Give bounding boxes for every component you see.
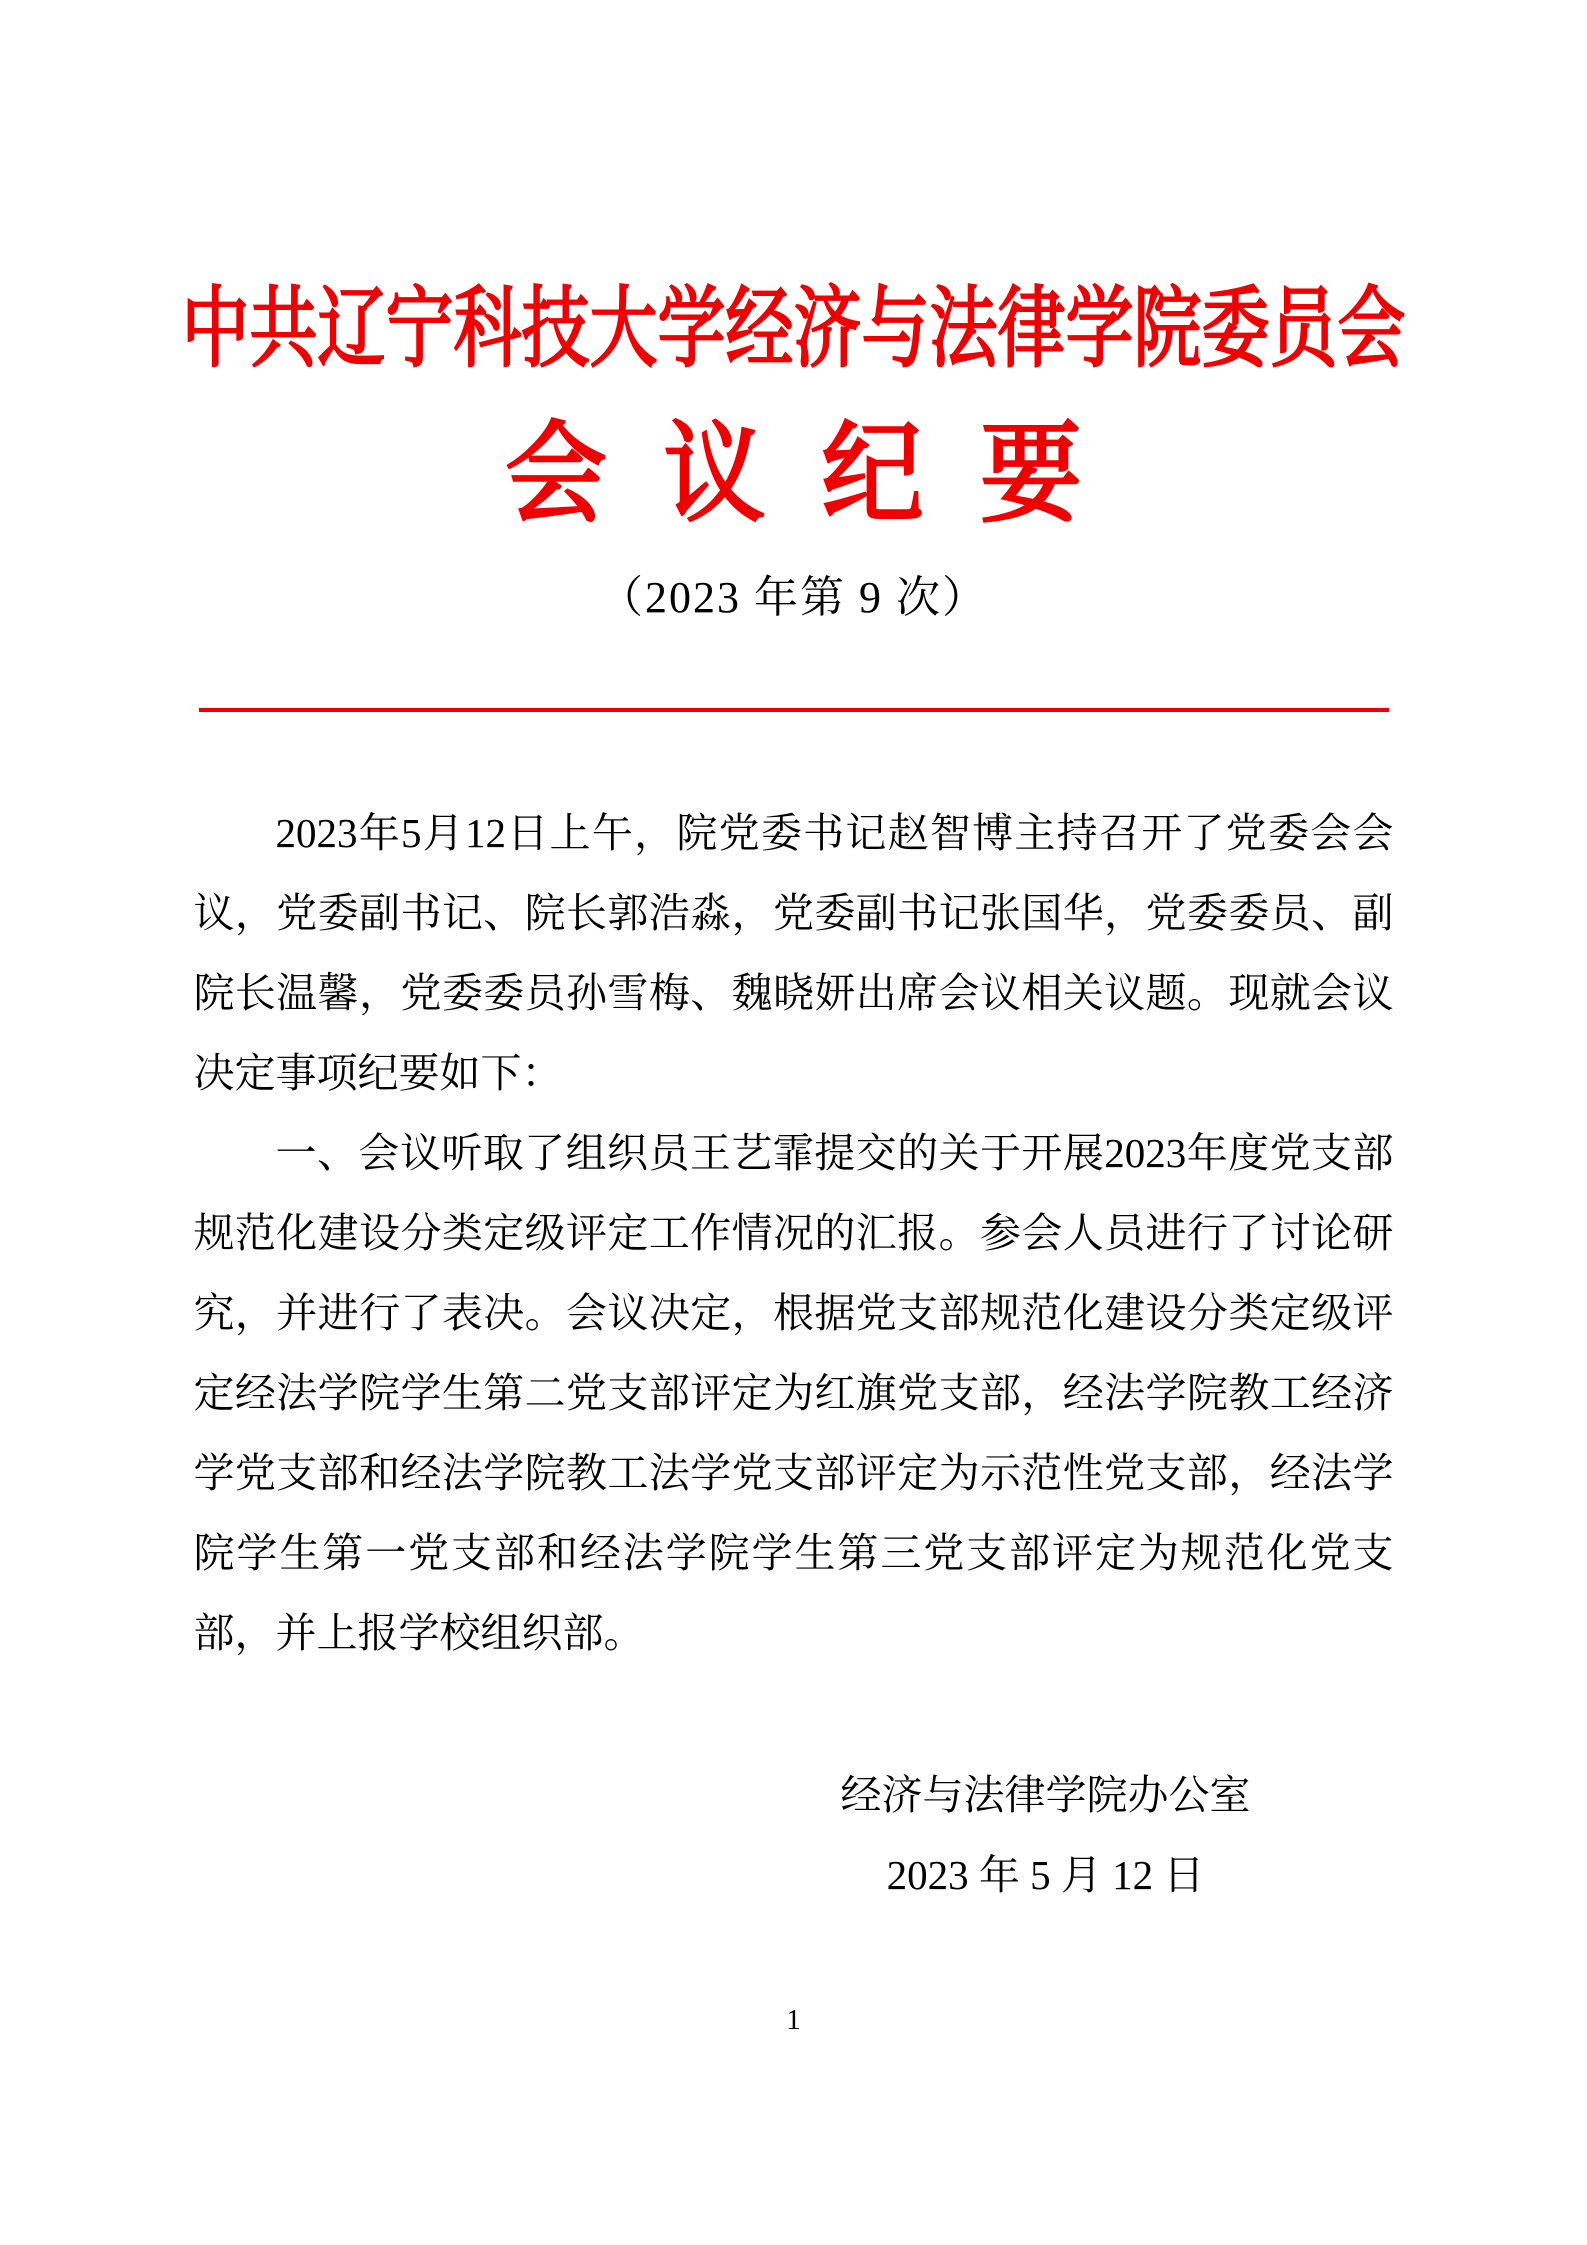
committee-title-text: 中共辽宁科技大学经济与法律学院委员会	[181, 279, 1406, 379]
signature-block	[252, 1755, 1587, 1915]
doc-title	[0, 412, 1587, 536]
doc-title-text: 会 议 纪 要	[504, 412, 1097, 536]
paragraph-decision: 一、会议听取了组织员王艺霏提交的关于开展2023年度党支部规范化建设分类定级评定工作情况的汇报。参会人员进行了讨论研究，并进行了表决。会议决定，根据党支部规范化建设分类定级评定经法学院学生第二党支部评定为红旗党支部，经法学院教工经济学党支部和经法学院教工法学党支部评定为示范性党支部，经法学院学生第一党支部和经法学院学生第三党支部评定为规范化党支部，并上报学校组织部。	[193, 1129, 1394, 1656]
page-number: 1	[786, 2003, 801, 2036]
document-body	[194, 793, 1394, 1673]
committee-title	[0, 279, 1587, 379]
paragraph-intro: 2023年5月12日上午，院党委书记赵智博主持召开了党委会会议，党委副书记、院长郭浩淼，党委副书记张国华，党委委员、副院长温馨，党委委员孙雪梅、魏晓妍出席会议相关议题。现就会议决定事项纪要如下：	[193, 809, 1394, 1096]
red-divider	[199, 708, 1389, 712]
signature-office: 经济与法律学院办公室	[840, 1771, 1251, 1818]
session-number: （2023 年第 9 次）	[599, 573, 988, 622]
signature-date: 2023 年 5 月 12 日	[886, 1851, 1205, 1898]
